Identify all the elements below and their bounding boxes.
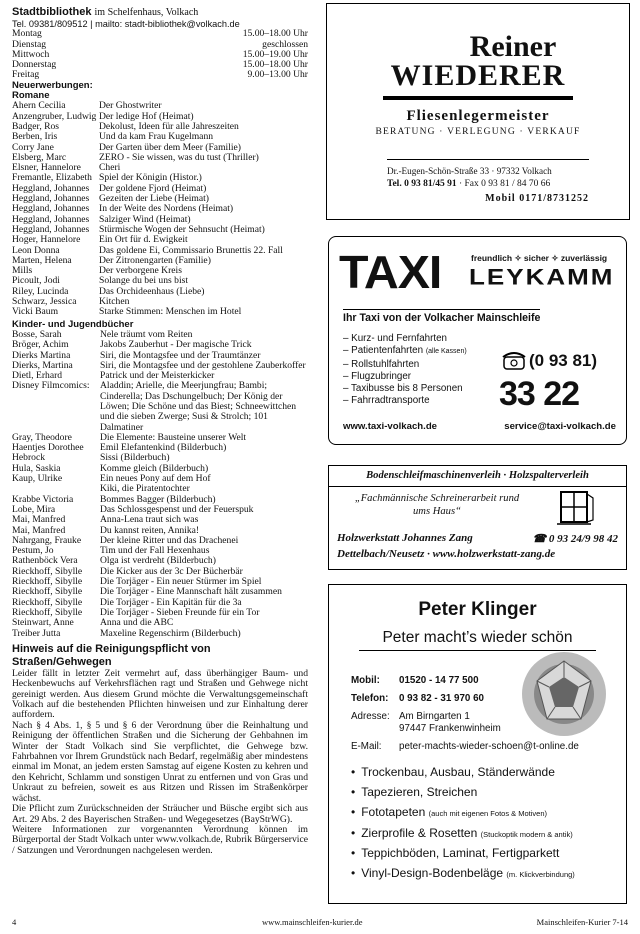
book-title: Das goldene Ei, Commissario Brunettis 22. Fall [99, 244, 283, 256]
divider [387, 159, 589, 160]
book-title: Ein Ort für d. Ewigkeit [99, 234, 188, 246]
service-name: Vinyl-Design-Bodenbeläge [361, 866, 504, 881]
service-note: (auch mit eigenen Fotos & Motiven) [428, 809, 547, 819]
ad-wiederer-address: Dr.-Eugen-Schön-Straße 33 · 97332 Volkach [387, 166, 552, 176]
book-entry [12, 340, 308, 350]
ad-wiederer-phone: Tel. 0 93 81/45 91 · Fax 0 93 81 / 84 70 66 [387, 179, 551, 189]
book-author: Anzengruber, Ludwig [12, 111, 97, 122]
library-column [12, 6, 308, 856]
book-author: Riley, Lucinda [12, 286, 69, 297]
ad-klinger-address: Adresse: Am Birngarten 1 [351, 711, 470, 722]
service-item [351, 864, 575, 884]
footer-issue: Mainschleifen-Kurier 7-14 [536, 917, 628, 927]
book-entry [12, 153, 308, 163]
book-author: Rieckhoff, Sibylle [12, 597, 83, 608]
ad-zang-header: Bodenschleifmaschinenverleih · Holzspalterverleih [366, 470, 589, 481]
hours-day: Freitag [12, 70, 40, 81]
hours-day: Donnerstag [12, 60, 57, 71]
book-author: Rieckhoff, Sibylle [12, 607, 83, 618]
footer-url[interactable]: www.mainschleifen-kurier.de [262, 917, 363, 927]
kids-list [12, 330, 308, 639]
ad-wiederer-first-name: Reiner [469, 30, 557, 63]
book-author: Mai, Manfred [12, 515, 66, 526]
book-title: Der Ghostwriter [99, 100, 162, 112]
book-title: Cheri [99, 162, 121, 174]
book-author [12, 484, 100, 494]
book-title: Dekolust, Ideen für alle Jahreszeiten [99, 120, 239, 132]
divider [329, 486, 626, 487]
book-author: Rieckhoff, Sibylle [12, 587, 83, 598]
book-title: Solange du bei uns bist [99, 275, 189, 287]
ad-taxi-number: 33 22 [499, 375, 580, 413]
book-author: Kaup, Ulrike [12, 474, 63, 485]
ad-klinger-email[interactable]: E-Mail: peter-machts-wieder-schoen@t-online.de [351, 741, 579, 752]
book-entry [12, 629, 308, 639]
book-author: Bosse, Sarah [12, 329, 62, 340]
ad-taxi-name: LEYKAMM [469, 264, 615, 290]
book-author: Berben, Iris [12, 132, 58, 143]
book-title: Olga ist verdreht (Bilderbuch) [100, 555, 216, 567]
ad-zang-company: Holzwerkstatt Johannes Zang [337, 532, 473, 544]
new-acquisitions-heading: Neuerwerbungen: [12, 79, 93, 91]
book-title: Die Torjäger - Sieben Freunde für ein Tor [100, 606, 260, 618]
book-title: Sissi (Bilderbuch) [100, 452, 170, 464]
book-title: Der goldene Fjord (Heimat) [99, 182, 207, 194]
service-item [351, 763, 575, 783]
service-name: Trockenbau, Ausbau, Ständerwände [361, 765, 555, 779]
book-title: Patrick und der Meisterkicker [100, 370, 215, 382]
service-name: Fototapeten [361, 805, 426, 820]
ad-wiederer-trade: Fliesenlegermeister [406, 108, 550, 124]
book-author: Pestum, Jo [12, 546, 54, 557]
gem-logo-icon [519, 649, 609, 739]
ad-klinger-slogan: Peter macht’s wieder schön [382, 629, 573, 646]
window-icon [555, 490, 595, 526]
book-author: Corry Jane [12, 142, 54, 153]
book-title: ZERO - Sie wissen, was du tust (Thriller) [99, 151, 259, 163]
book-author: Lobe, Mira [12, 504, 56, 515]
ad-wiederer-last-name: WIEDERER [390, 59, 566, 92]
book-author: Hebrock [12, 453, 46, 464]
book-title: Spiel der Königin (Histor.) [99, 172, 202, 184]
book-author: Heggland, Johannes [12, 214, 90, 225]
book-title: Der ledige Hof (Heimat) [99, 110, 194, 122]
ad-zang-web[interactable]: Dettelbach/Neusetz · www.holzwerkstatt-zang.de [337, 548, 556, 560]
service-name: Teppichböden, Laminat, Fertigparkett [361, 845, 560, 860]
book-author: Vicki Baum [12, 307, 59, 318]
book-author: Dietl, Erhard [12, 371, 63, 382]
book-title: Emil Elefantenkind (Bilderbuch) [100, 442, 227, 454]
book-title: Der Zitronengarten (Familie) [99, 254, 211, 266]
book-title: In der Weite des Nordens (Heimat) [99, 203, 234, 215]
ad-zang [328, 465, 627, 570]
ad-wiederer-services: BERATUNG · VERLEGUNG · VERKAUF [375, 127, 581, 137]
hours-time: geschlossen [262, 39, 308, 50]
book-author: Rieckhoff, Sibylle [12, 577, 83, 588]
ad-klinger: Peter Klinger Peter macht’s wieder schön Mobil: 01520 - 14 77 500 Telefon: 0 93 82 - 31 970 60 Adresse: Am Birngarten 1 97447 Frankenwinheim E-Mail: peter-machts-wieder-schoen@t-online.de • Trockenbau, Ausbau, Ständerwände • Tapezieren, Streichen • Fototapeten (auch mit eigenen Fotos & Motiven) • Zierprofile & Rosetten (Stuckoptik modern & antik) • Teppichböden, Laminat, Fertigparkett • Vinyl-Design-Bodenbeläge (m. Klickverbindung) [328, 584, 627, 904]
hours-day: Mittwoch [12, 49, 50, 60]
book-title: Die Kicker aus der 3c Der Bücherbär [100, 565, 243, 577]
novels-list [12, 101, 308, 317]
ad-klinger-services [351, 763, 575, 884]
book-author: Steinwart, Anne [12, 618, 74, 629]
book-author: Nahrgang, Frauke [12, 535, 82, 546]
notice-paragraph: Weitere Informationen zur vorgenannten Verordnung können im Bürgerportal der Stadt Volkach unter www.volkach.de, Rubrik Bürgerservice / Satzungen und Verordnungen nachgelesen werden. [12, 823, 308, 856]
book-author: Disney Filmcomics: [12, 381, 90, 392]
book-title: Komme gleich (Bilderbuch) [100, 462, 209, 474]
book-title: Salziger Wind (Heimat) [99, 213, 191, 225]
book-title: Kitchen [99, 296, 130, 308]
book-entry [12, 307, 308, 317]
book-author: Heggland, Johannes [12, 224, 90, 235]
book-author: Heggland, Johannes [12, 183, 90, 194]
book-title: Die Torjäger - Ein neuer Stürmer im Spiel [100, 576, 262, 588]
service-name: Zierprofile & Rosetten [361, 825, 478, 840]
hours-time: 15.00–18.00 Uhr [242, 60, 308, 71]
kids-heading: Kinder- und Jugendbücher [12, 318, 134, 330]
service-item [351, 783, 575, 803]
ad-taxi-area-code: (0 93 81) [529, 351, 598, 370]
book-title: Der kleine Ritter und das Drachenei [100, 534, 239, 546]
book-author: Leon Donna [12, 245, 60, 256]
service-item [351, 824, 575, 844]
book-title: Jakobs Zauberhut - Der magische Trick [100, 339, 252, 351]
book-author: Rieckhoff, Sibylle [12, 566, 83, 577]
book-author: Fremantle, Elizabeth [12, 173, 92, 184]
ad-taxi-email[interactable]: service@taxi-volkach.de [504, 421, 616, 432]
book-title: Siri, die Montagsfee und der gestohlene Zauberkoffer [100, 359, 306, 371]
phone-icon [501, 349, 527, 371]
hours-day: Dienstag [12, 39, 47, 50]
ad-klinger-mobile: Mobil: 01520 - 14 77 500 [351, 675, 479, 686]
hours-row [12, 29, 308, 39]
ad-klinger-name: Peter Klinger [418, 599, 537, 620]
book-author: Heggland, Johannes [12, 204, 90, 215]
divider [383, 96, 573, 100]
book-author: Mills [12, 266, 33, 277]
notice-paragraph: Nach § 4 Abs. 1, § 5 und § 6 der Verordnung über die Reinhaltung und Reinigung der öffentlichen Straßen und die Sicherung der Gehbahnen im Winter der Stadt Volkach sind Sie verpflichtet, die Gehwege bzw. Fahrbahnen vor Ihrem Grundstück nach Bedarf, regelmäßig aber mindestens einmal im Monat, an jedem ersten Samstag auf eigene Kosten zu kehren und den Kehricht, Schlamm und sonstigen Unrat zu entfernen und von Gras und Unkraut zu befreien, soweit es aus Ritzen und Rissen im Straßenkörper wächst. [12, 719, 308, 804]
book-title: Kiki, die Piratentochter [100, 483, 190, 495]
book-author: Elsberg, Marc [12, 152, 67, 163]
book-entry [12, 515, 308, 525]
ad-taxi-services: – Kurz- und Fernfahrten – Patientenfahrten (alle Kassen) – Rollstuhlfahrten – Flugzubringer – Taxibusse bis 8 Personen – Fahrradtransporte [343, 333, 467, 407]
ad-taxi-tagline: freundlich ✧ sicher ✧ zuverlässig [471, 253, 608, 263]
book-title: Das Schlossgespenst und der Feuerspuk [100, 503, 254, 515]
book-title: Stürmische Wogen der Sehnsucht (Heimat) [99, 223, 265, 235]
ad-klinger-phone: Telefon: 0 93 82 - 31 970 60 [351, 693, 484, 704]
book-author: Elsner, Hannelore [12, 163, 81, 174]
book-author: Picoult, Jodi [12, 276, 60, 287]
book-title: Tim und der Fall Hexenhaus [100, 545, 210, 557]
book-author: Krabbe Victoria [12, 494, 74, 505]
book-title: Starke Stimmen: Menschen im Hotel [99, 306, 242, 318]
book-title: Maxeline Regenschirm (Bilderbuch) [100, 627, 241, 639]
opening-hours [12, 29, 308, 80]
book-title: Ein neues Pony auf dem Hof [100, 473, 211, 485]
book-author: Dierks Martina [12, 350, 71, 361]
book-author: Bröger, Achim [12, 340, 69, 351]
book-title: Der verborgene Kreis [99, 265, 182, 277]
book-author: Marten, Helena [12, 255, 72, 266]
book-author: Haentjes Dorothee [12, 443, 84, 454]
hours-row [12, 40, 308, 50]
novels-heading: Romane [12, 90, 50, 102]
service-note: (m. Klickverbindung) [506, 870, 575, 880]
book-author: Ahern Cecilia [12, 101, 66, 112]
book-author: Gray, Theodore [12, 432, 72, 443]
ad-taxi [328, 236, 627, 445]
service-item [351, 803, 575, 823]
hours-time: 9.00–13.00 Uhr [247, 70, 308, 81]
book-title: Anna-Lena traut sich was [100, 514, 199, 526]
book-entry [12, 381, 308, 432]
hours-day: Montag [12, 29, 42, 40]
book-title: Du kannst reiten, Annika! [100, 524, 200, 536]
book-entry [12, 618, 308, 628]
ad-zang-quote: „Fachmännische Schreinerarbeit rund ums Haus“ [354, 493, 520, 517]
book-title: Aladdin; Arielle, die Meerjungfrau; Bambi; Cinderella; Das Dschungelbuch; Der König der Löwen; Die Schöne und das Biest; Schneewittchen und die sieben Zwerge; Susi & Strolch; 101 Dalmatiner [100, 380, 297, 433]
hours-row [12, 60, 308, 70]
hours-row [12, 50, 308, 60]
book-title: Das Orchideenhaus (Liebe) [99, 285, 205, 297]
book-title: Siri, die Montagsfee und der Traumtänzer [100, 349, 261, 361]
book-entry [12, 235, 308, 245]
ad-zang-phone: ☎ 0 93 24/9 98 42 [532, 533, 618, 545]
book-author: Rathenböck Vera [12, 556, 78, 567]
service-item [351, 844, 575, 864]
book-title: Nele träumt vom Reiten [100, 328, 193, 340]
library-title: Stadtbibliothek im Schelfenhaus, Volkach [12, 6, 199, 18]
ad-wiederer [326, 3, 630, 220]
book-title: Anna und die ABC [100, 617, 174, 629]
book-author: Schwarz, Jessica [12, 297, 77, 308]
book-entry [12, 287, 308, 297]
book-title: Die Elemente: Bausteine unserer Welt [100, 431, 247, 443]
book-author: Heggland, Johannes [12, 194, 90, 205]
service-note: (Stuckoptik modern & antik) [480, 829, 573, 839]
book-author: Hula, Saskia [12, 463, 61, 474]
book-author: Dierks, Martina [12, 360, 73, 371]
book-author: Hoger, Hannelore [12, 235, 81, 246]
notice-paragraph: Die Pflicht zum Zurückschneiden der Sträucher und Büsche ergibt sich aus Art. 29 Abs. 2 des Bayerischen Straßen- und Wegegesetzes (BayStrWG). [12, 803, 308, 825]
notice-paragraph: Leider fällt in letzter Zeit vermehrt auf, dass überhängiger Baum- und Heckenbewuchs auf Verkehrsflächen ragt und Straßen und Gehwege nicht gereinigt werden. Aus diesem Grund möchte die Verwaltungsgemeinschaft Volkach auf die bestehenden Pflichten hinweisen und zur Einhaltung derer auffordern. [12, 667, 308, 721]
book-title: Die Torjäger - Eine Mannschaft hält zusammen [100, 586, 282, 598]
book-title: Und da kam Frau Kugelmann [99, 131, 214, 143]
book-title: Bommes Bagger (Bilderbuch) [100, 493, 216, 505]
footer-page-number: 4 [12, 917, 17, 927]
book-author: Mai, Manfred [12, 525, 66, 536]
ad-taxi-subtitle: Ihr Taxi von der Volkacher Mainschleife [343, 309, 540, 324]
library-contact: Tel. 09381/809512 | mailto: stadt-bibliothek@volkach.de [12, 19, 240, 29]
book-title: Der Garten über dem Meer (Familie) [99, 141, 241, 153]
book-author: Badger, Ros [12, 121, 60, 132]
ad-taxi-web[interactable]: www.taxi-volkach.de [343, 421, 438, 432]
ad-taxi-logo: TAXI [339, 246, 442, 298]
ad-wiederer-mobile: Mobil 0171/8731252 [485, 193, 589, 204]
hours-time: 15.00–19.00 Uhr [242, 49, 308, 60]
service-name: Tapezieren, Streichen [361, 785, 478, 800]
book-author: Treiber Jutta [12, 628, 61, 639]
hours-time: 15.00–18.00 Uhr [242, 29, 308, 40]
book-title: Gezeiten der Liebe (Heimat) [99, 193, 210, 205]
notice-heading: Hinweis auf die Reinigungspflicht von Straßen/Gehwegen [12, 642, 211, 668]
book-title: Die Torjäger - Ein Kapitän für die 3a [100, 596, 242, 608]
